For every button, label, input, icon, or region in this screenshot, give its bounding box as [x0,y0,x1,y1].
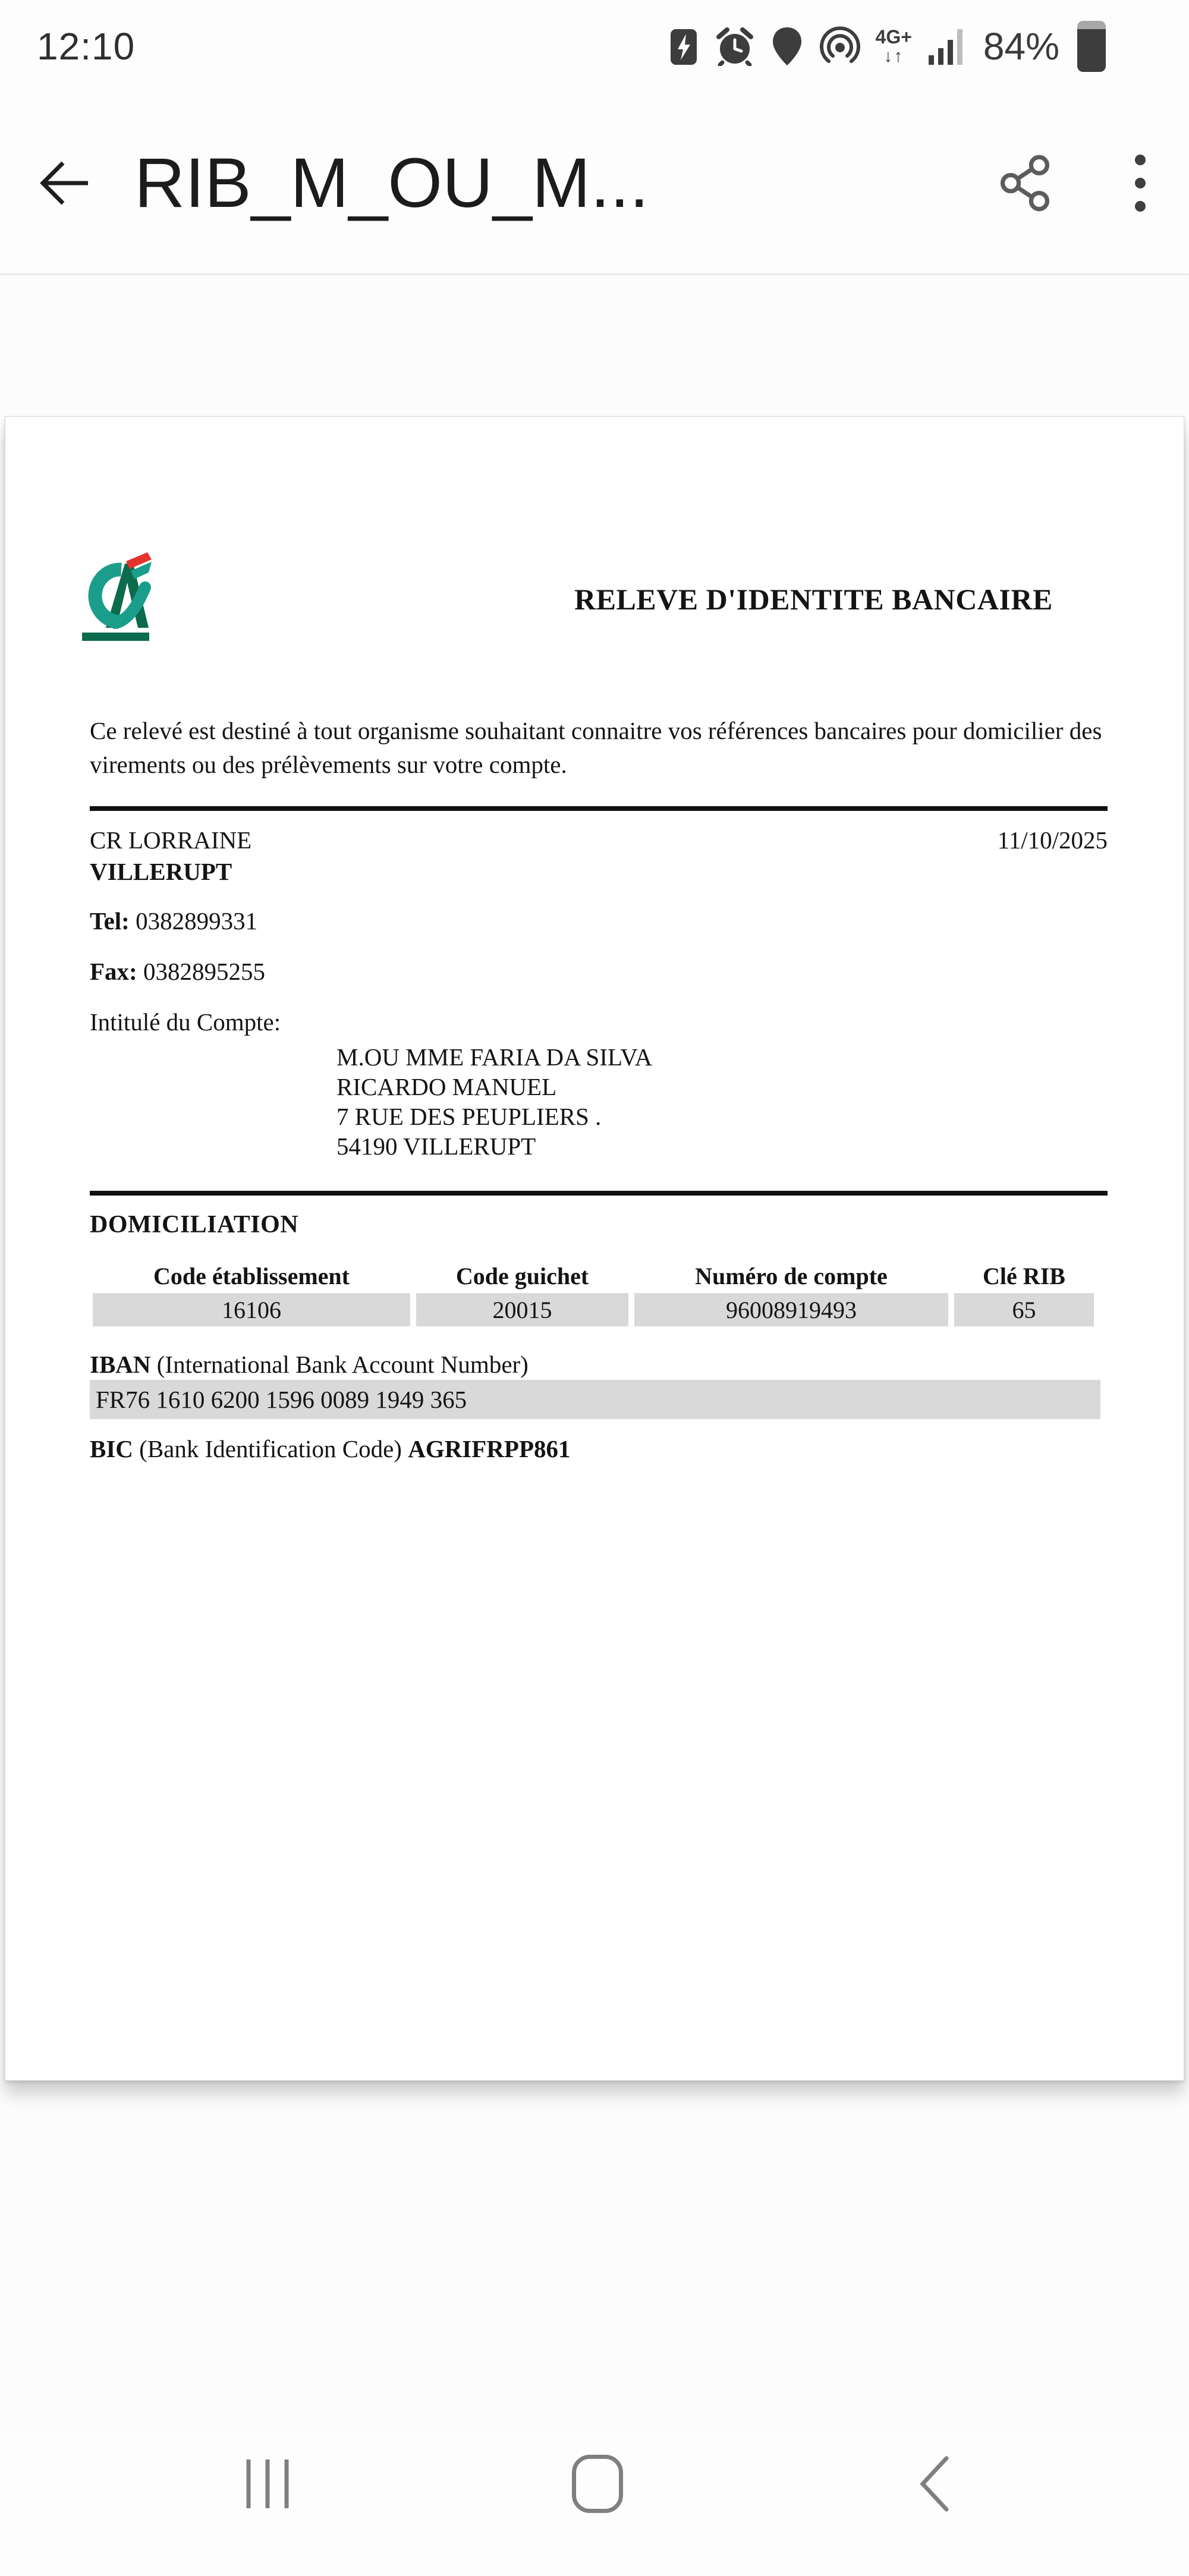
share-button[interactable] [994,152,1056,214]
column-header: Clé RIB [983,1263,1065,1289]
account-label: Intitulé du Compte: [90,1008,281,1036]
tel-label: Tel: [90,907,130,935]
table-column [954,1262,1094,1326]
table-column [93,1262,410,1326]
branch-city: VILLERUPT [90,858,232,885]
fax-label: Fax: [90,958,137,985]
recents-button[interactable] [243,2458,292,2509]
network-4g-plus-icon [876,27,912,65]
network-type-label: 4G+ [875,26,912,48]
cell-value: 65 [954,1293,1094,1326]
bic-line [90,1435,571,1463]
account-holder-line: M.OU MME FARIA DA SILVA [336,1043,653,1071]
account-holder-line: 54190 VILLERUPT [336,1133,536,1160]
app-bar [0,92,1189,275]
status-time: 12:10 [37,24,136,68]
intro-paragraph: Ce relevé est destiné à tout organisme souhaitant connaitre vos références bancaires pour domicilier des virements ou des prélèvements sur votre compte. [90,717,1102,778]
data-saver-icon [820,26,860,67]
iban-value: FR76 1610 6200 1596 0089 1949 365 [96,1386,467,1413]
recents-icon [243,2458,292,2509]
document-heading: RELEVE D'IDENTITE BANCAIRE [574,583,1053,616]
bic-label-bold: BIC [90,1435,133,1462]
iban-value-bar [90,1380,1100,1419]
account-holder-block [336,1042,652,1161]
table-column [634,1262,948,1326]
fax-value: 0382895255 [143,958,265,985]
cell-value: 16106 [93,1293,410,1326]
credit-agricole-logo [81,551,152,643]
iban-label [90,1350,529,1379]
column-header: Numéro de compte [695,1263,888,1289]
share-icon [994,152,1056,214]
bic-label-rest: (Bank Identification Code) [133,1435,408,1462]
overflow-menu-button[interactable] [1127,150,1153,216]
status-bar [0,0,1189,92]
divider-rule-top [90,806,1108,811]
network-arrows: ↓↑ [883,46,904,66]
cell-value: 96008919493 [634,1293,948,1326]
column-header: Code guichet [455,1263,589,1289]
domiciliation-table [93,1262,1097,1326]
nav-back-button[interactable] [916,2456,952,2512]
branch-name: CR LORRAINE [90,826,252,854]
divider-rule-bottom [90,1191,1108,1196]
table-column [416,1262,628,1326]
domiciliation-title: DOMICILIATION [90,1211,299,1238]
tel-value: 0382899331 [136,907,258,935]
battery-icon [1077,21,1106,72]
pdf-viewer[interactable] [0,276,1189,2433]
document-title: RIB_M_OU_M... [134,143,649,222]
overflow-menu-icon [1127,150,1153,216]
tel-line [90,907,257,935]
account-holder-line: 7 RUE DES PEUPLIERS . [336,1103,602,1130]
cell-value: 20015 [416,1293,628,1326]
location-icon [770,26,804,67]
bic-value: AGRIFRPP861 [408,1435,571,1462]
column-header: Code établissement [153,1263,350,1289]
fax-line [90,957,265,986]
document-date: 11/10/2025 [997,826,1108,854]
account-holder-line: RICARDO MANUEL [336,1073,557,1100]
alarm-icon [715,27,754,66]
back-arrow-icon [36,153,95,213]
battery-percent: 84% [983,24,1059,68]
navigation-bar [0,2433,1189,2576]
document-page [5,416,1184,2081]
home-button[interactable] [572,2455,623,2513]
iban-label-bold: IBAN [90,1351,151,1378]
back-button[interactable] [36,153,95,213]
battery-saver-icon [668,27,700,66]
status-icon-cluster [668,21,1152,72]
branch-block [90,825,1108,888]
iban-label-rest: (International Bank Account Number) [150,1351,529,1378]
signal-icon [927,27,964,66]
back-chevron-icon [916,2456,952,2512]
